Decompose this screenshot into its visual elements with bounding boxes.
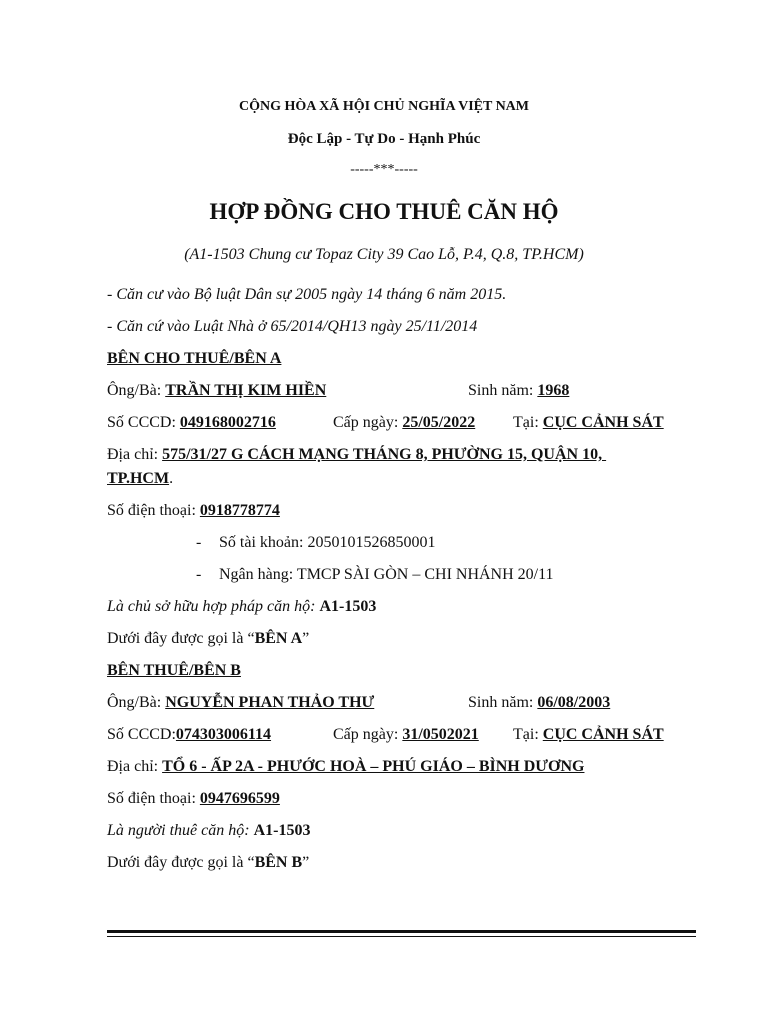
separator: -----***----- bbox=[350, 162, 418, 177]
party-a-name-row bbox=[107, 381, 326, 401]
place-label: Tại: bbox=[513, 726, 543, 743]
alias-suffix: ” bbox=[302, 630, 310, 647]
alias-prefix: Dưới đây được gọi là “ bbox=[107, 630, 255, 647]
party-a-issue-date: 25/05/2022 bbox=[402, 414, 476, 431]
tenant-label: Là người thuê căn hộ: bbox=[107, 822, 254, 839]
party-b-name: NGUYỄN PHAN THẢO THƯ bbox=[165, 694, 375, 711]
party-b-issue bbox=[333, 725, 479, 745]
party-a-address-line2: TP.HCM bbox=[107, 470, 170, 487]
place-label: Tại: bbox=[513, 414, 543, 431]
bullet: - bbox=[196, 534, 202, 551]
party-a-account: Số tài khoản: 2050101526850001 bbox=[219, 534, 436, 551]
divider-thick bbox=[107, 930, 696, 933]
bullet: - bbox=[196, 566, 202, 583]
party-b-tenant-row bbox=[107, 821, 310, 841]
motto: Độc Lập - Tự Do - Hạnh Phúc bbox=[287, 131, 481, 147]
party-a-phone-row bbox=[107, 501, 280, 521]
party-a-id-row bbox=[107, 413, 276, 433]
alias-prefix: Dưới đây được gọi là “ bbox=[107, 854, 255, 871]
party-a-address-row bbox=[107, 445, 606, 465]
party-b-id-row bbox=[107, 725, 271, 745]
party-b-heading: BÊN THUÊ/BÊN B bbox=[107, 662, 241, 679]
address-end: . bbox=[169, 470, 174, 487]
party-a-address-line1: 575/31/27 G CÁCH MẠNG THÁNG 8, PHƯỜNG 15, QUẬN 10, bbox=[162, 446, 607, 463]
name-label: Ông/Bà: bbox=[107, 694, 166, 711]
party-b-tenant-unit: A1-1503 bbox=[253, 822, 311, 839]
party-a-birth bbox=[468, 381, 569, 401]
party-a-place-value: CỤC CẢNH SÁT bbox=[542, 414, 664, 431]
party-b-birth bbox=[468, 693, 610, 713]
party-b-address: TỔ 6 - ẤP 2A - PHƯỚC HOÀ – PHÚ GIÁO – BÌNH DƯƠNG bbox=[162, 758, 585, 775]
birth-label: Sinh năm: bbox=[468, 694, 538, 711]
birth-label: Sinh năm: bbox=[468, 382, 538, 399]
nation-header: CỘNG HÒA XÃ HỘI CHỦ NGHĨA VIỆT NAM bbox=[238, 99, 529, 114]
party-b-id: 074303006114 bbox=[175, 726, 272, 743]
document-title: HỢP ĐỒNG CHO THUÊ CĂN HỘ bbox=[209, 199, 559, 224]
party-a-name: TRẦN THỊ KIM HIỀN bbox=[165, 382, 327, 399]
party-b-place bbox=[513, 725, 664, 745]
party-a-heading: BÊN CHO THUÊ/BÊN A bbox=[107, 350, 282, 367]
address-label: Địa chỉ: bbox=[107, 446, 163, 463]
owner-label: Là chủ sở hữu hợp pháp căn hộ: bbox=[107, 598, 320, 615]
party-a-owner-unit: A1-1503 bbox=[319, 598, 377, 615]
party-b-place-value: CỤC CẢNH SÁT bbox=[542, 726, 664, 743]
divider-thin bbox=[107, 936, 696, 937]
phone-label: Số điện thoại: bbox=[107, 790, 200, 807]
party-b-address-row bbox=[107, 757, 584, 777]
party-b-phone-row bbox=[107, 789, 280, 809]
party-a-alias: BÊN A bbox=[254, 630, 303, 647]
party-a-owner-row bbox=[107, 597, 376, 617]
legal-basis-2: - Căn cứ vào Luật Nhà ở 65/2014/QH13 ngày 25/11/2014 bbox=[107, 318, 478, 335]
party-a-address-row-2 bbox=[107, 469, 173, 489]
alias-suffix: ” bbox=[302, 854, 310, 871]
party-a-birth-year: 1968 bbox=[537, 382, 570, 399]
address-label: Địa chỉ: bbox=[107, 758, 163, 775]
legal-basis-1: - Căn cư vào Bộ luật Dân sự 2005 ngày 14 tháng 6 năm 2015. bbox=[107, 286, 507, 303]
id-label: Số CCCD: bbox=[107, 414, 180, 431]
party-a-id: 049168002716 bbox=[179, 414, 276, 431]
party-b-birth-date: 06/08/2003 bbox=[537, 694, 611, 711]
party-b-issue-date: 31/0502021 bbox=[402, 726, 479, 743]
phone-label: Số điện thoại: bbox=[107, 502, 200, 519]
party-a-issue bbox=[333, 413, 475, 433]
id-label: Số CCCD: bbox=[107, 726, 176, 743]
issue-label: Cấp ngày: bbox=[333, 726, 403, 743]
document-subtitle: (A1-1503 Chung cư Topaz City 39 Cao Lỗ, P.4, Q.8, TP.HCM) bbox=[184, 246, 584, 263]
party-b-phone: 0947696599 bbox=[199, 790, 280, 807]
issue-label: Cấp ngày: bbox=[333, 414, 403, 431]
party-a-place bbox=[513, 413, 664, 433]
party-b-alias-row bbox=[107, 853, 309, 873]
party-b-alias: BÊN B bbox=[254, 854, 303, 871]
party-a-alias-row bbox=[107, 629, 309, 649]
party-a-bank: Ngân hàng: TMCP SÀI GÒN – CHI NHÁNH 20/11 bbox=[219, 566, 554, 583]
party-a-phone: 0918778774 bbox=[199, 502, 280, 519]
party-b-name-row bbox=[107, 693, 374, 713]
name-label: Ông/Bà: bbox=[107, 382, 166, 399]
